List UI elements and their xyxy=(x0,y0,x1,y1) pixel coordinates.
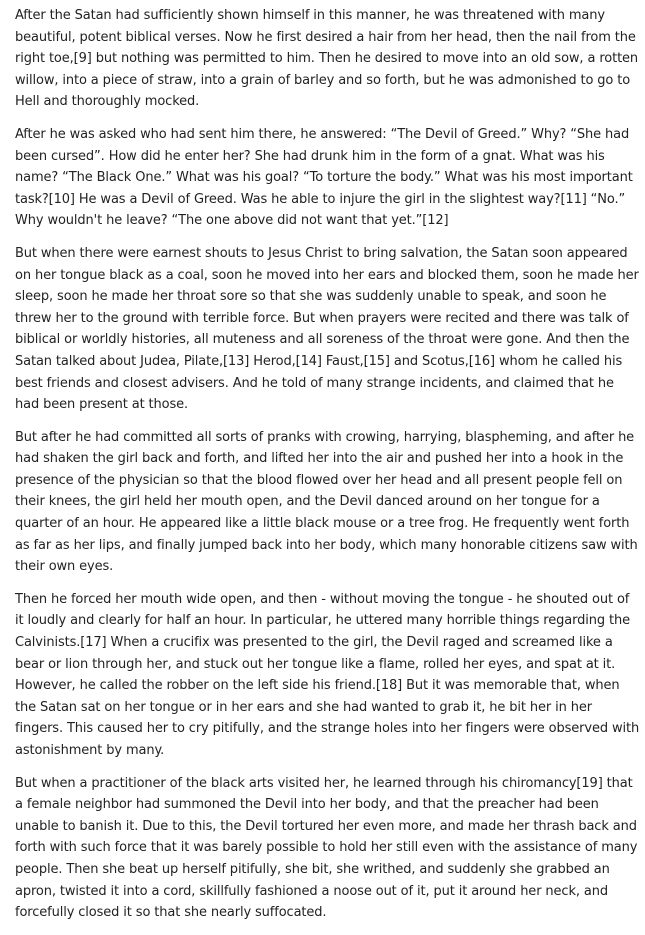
paragraph-black-arts: But when a practitioner of the black arts visited her, he learned through his chiromancy[19] that a female neighbor had summoned the Devil into her body, and that the preacher had been unable to banish it. Due to this, the Devil tortured her even more, and made her thrash back and forth with such force that it was barely possible to hold her still even with the assistance of many people. Then she beat up herself pitifully, she bit, she writhed, and suddenly she grabbed an apron, twisted it into a cord, skillfully fashioned a noose out of it, put it around her neck, and forcefully closed it so that she nearly suffocated. xyxy=(15,775,638,921)
paragraph-shouted-calvinists: Then he forced her mouth wide open, and then - without moving the tongue - he shouted out of it loudly and clearly for half an hour. In particular, he uttered many horrible things regarding the Calvinists.[17] When a crucifix was presented to the girl, the Devil raged and screamed like a bear or lion through her, and stuck out her tongue like a flame, rolled her eyes, and spat at it. However, he called the robber on the left side his friend.[18] But it was memorable that, when the Satan sat on her tongue or in her ears and she had wanted to grab it, he bit her in her fingers. This caused her to cry pitifully, and the strange holes into her fingers were observed with astonishment by many. xyxy=(15,591,640,758)
paragraph-satan-appeared: But when there were earnest shouts to Jesus Christ to bring salvation, the Satan soon appeared on her tongue black as a coal, soon he moved into her ears and blocked them, soon he made her sleep, soon he made her throat sore so that she was suddenly unable to speak, and soon he threw her to the ground with terrible force. But when prayers were recited and there was talk of biblical or worldly histories, all muteness and all soreness of the throat were gone. And then the Satan talked about Judea, Pilate,[13] Herod,[14] Faust,[15] and Scotus,[16] whom he called his best friends and closest advisers. And he told of many strange incidents, and claimed that he had been present at those. xyxy=(15,245,639,413)
paragraph-devil-of-greed: After he was asked who had sent him there, he answered: “The Devil of Greed.” Why? “She had been cursed”. How did he enter her? She had drunk him in the form of a gnat. What was his name? “The Black One.” What was his goal? “To torture the body.” What was his most important task?[10] He was a Devil of Greed. Was he able to injure the girl in the slightest way?[11] “No.” Why wouldn't he leave? “The one above did not want that yet.”[12] xyxy=(15,126,633,229)
document-body xyxy=(15,0,640,935)
paragraph-devil-danced: But after he had committed all sorts of pranks with crowing, harrying, blaspheming, and after he had shaken the girl back and forth, and lifted her into the air and pushed her into a hook in the presence of the physician so that the blood flowed over her head and all present people fell on their knees, the girl held her mouth open, and the Devil danced around on her tongue for a quarter of an hour. He appeared like a little black mouse or a tree frog. He frequently went forth as far as her lips, and finally jumped back into her body, which many honorable citizens saw with their own eyes. xyxy=(15,429,638,575)
paragraph-satan-threatened: After the Satan had sufficiently shown himself in this manner, he was threatened with many beautiful, potent biblical verses. Now he first desired a hair from her head, then the nail from the right toe,[9] but nothing was permitted to him. Then he desired to move into an old sow, a rotten willow, into a piece of straw, into a grain of barley and so forth, but he was admonished to go to Hell and thoroughly mocked. xyxy=(15,8,639,110)
